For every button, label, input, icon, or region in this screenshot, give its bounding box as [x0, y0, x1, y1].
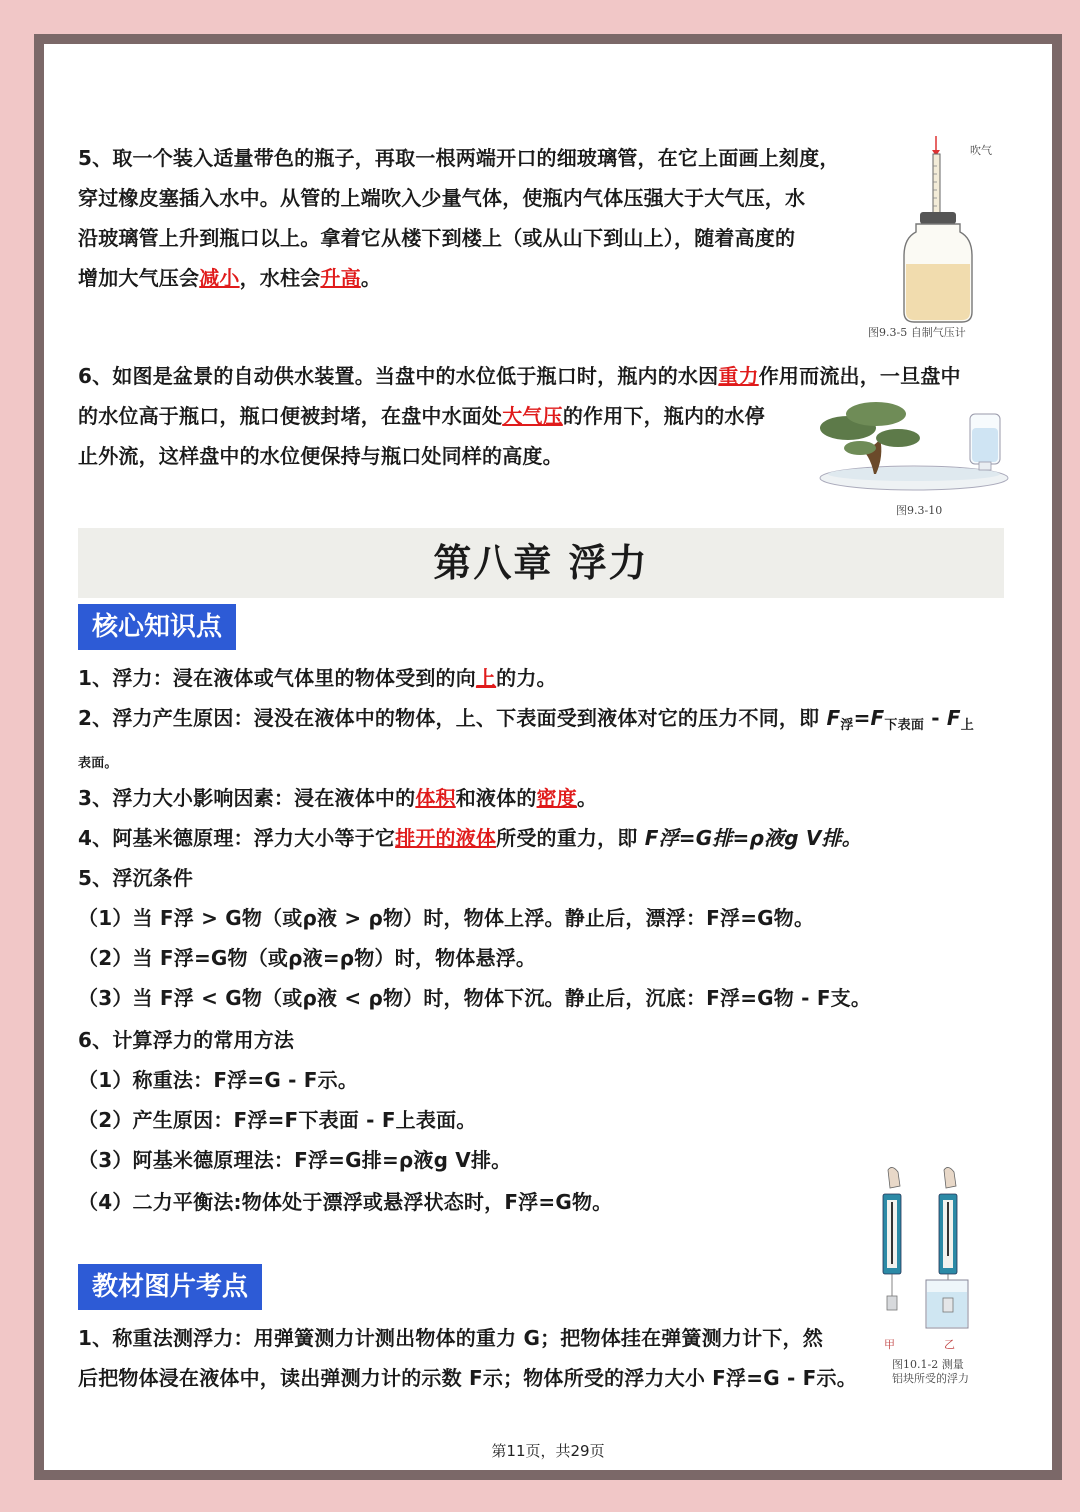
q5-text: 增加大气压会 [78, 266, 200, 290]
knowledge-6-3: （3）阿基米德原理法：F浮=G排=ρ液g V排。 [78, 1148, 512, 1172]
fig3-label-a: 甲 [884, 1338, 895, 1351]
barometer-figure [894, 132, 1004, 332]
k3-answer-1: 体积 [415, 786, 456, 810]
knowledge-2-tail: 表面。 [78, 756, 118, 771]
fig2-caption: 图9.3-10 [896, 504, 943, 517]
knowledge-5-2: （2）当 F浮=G物（或ρ液=ρ物）时，物体悬浮。 [78, 946, 537, 970]
knowledge-3 [78, 778, 597, 818]
k1-text: 的力。 [496, 666, 557, 690]
textbook-1-line-1: 1、称重法测浮力：用弹簧测力计测出物体的重力 G；把物体挂在弹簧测力计下，然 [78, 1326, 823, 1350]
knowledge-4 [78, 818, 862, 858]
k2-sub: 上 [960, 718, 974, 733]
document-page [44, 44, 1052, 1470]
bonsai-figure [814, 394, 1014, 502]
knowledge-6-4: （4）二力平衡法:物体处于漂浮或悬浮状态时，F浮=G物。 [78, 1190, 613, 1214]
k4-formula: F浮=G排=ρ液g V排。 [644, 826, 862, 850]
q6-text: 作用而流出，一旦盘中 [758, 364, 961, 388]
section-tag-core: 核心知识点 [78, 604, 236, 650]
k3-text: 。 [576, 786, 598, 810]
knowledge-5-1: （1）当 F浮 > G物（或ρ液 > ρ物）时，物体上浮。静止后，漂浮：F浮=G物。 [78, 906, 815, 930]
spring-scale-figure [870, 1164, 980, 1344]
q5-text: ，水柱会 [239, 266, 321, 290]
k2-symbol: = [853, 706, 871, 730]
chapter-title: 第八章 浮力 [78, 528, 1004, 598]
q6-line-1 [78, 356, 961, 396]
k3-text: 3、浮力大小影响因素：浸在液体中的 [78, 786, 416, 810]
knowledge-1 [78, 658, 557, 698]
q6-answer-1: 重力 [718, 364, 759, 388]
k2-sub: 浮 [840, 718, 854, 733]
knowledge-2 [78, 698, 974, 742]
page-number: 第11页，共29页 [491, 1442, 605, 1460]
k2-symbol: F [870, 706, 885, 730]
q6-text: 6、如图是盆景的自动供水装置。当盘中的水位低于瓶口时，瓶内的水因 [78, 364, 719, 388]
fig3-caption-2: 铝块所受的浮力 [892, 1372, 969, 1385]
q5-line-4 [78, 258, 381, 298]
q6-text: 的水位高于瓶口，瓶口便被封堵，在盘中水面处 [78, 404, 503, 428]
knowledge-6-2: （2）产生原因：F浮=F下表面 - F上表面。 [78, 1108, 477, 1132]
knowledge-5-3: （3）当 F浮 < G物（或ρ液 < ρ物）时，物体下沉。静止后，沉底：F浮=G物 - F支。 [78, 986, 872, 1010]
k3-answer-2: 密度 [536, 786, 577, 810]
k1-text: 1、浮力：浸在液体或气体里的物体受到的向 [78, 666, 476, 690]
knowledge-5: 5、浮沉条件 [78, 866, 194, 890]
k4-text: 4、阿基米德原理：浮力大小等于它 [78, 826, 396, 850]
q5-answer-2: 升高 [320, 266, 361, 290]
q5-line-3: 沿玻璃管上升到瓶口以上。拿着它从楼下到楼上（或从山下到山上），随着高度的 [78, 226, 796, 250]
k2-symbol: - [924, 706, 947, 730]
q6-line-2 [78, 396, 765, 436]
knowledge-6-1: （1）称重法：F浮=G - F示。 [78, 1068, 359, 1092]
q5-text: 。 [360, 266, 382, 290]
q5-answer-1: 减小 [199, 266, 240, 290]
fig3-caption-1: 图10.1-2 测量 [892, 1358, 964, 1371]
knowledge-6: 6、计算浮力的常用方法 [78, 1028, 295, 1052]
q5-line-1: 5、取一个装入适量带色的瓶子，再取一根两端开口的细玻璃管，在它上面画上刻度， [78, 146, 840, 170]
k2-symbol: F [826, 706, 841, 730]
k2-text: 2、浮力产生原因：浸没在液体中的物体，上、下表面受到液体对它的压力不同，即 [78, 706, 820, 730]
textbook-1-line-2: 后把物体浸在液体中，读出弹测力计的示数 F示；物体所受的浮力大小 F浮=G - F示。 [78, 1366, 857, 1390]
q5-line-2: 穿过橡皮塞插入水中。从管的上端吹入少量气体，使瓶内气体压强大于大气压，水 [78, 186, 806, 210]
section-tag-textbook: 教材图片考点 [78, 1264, 262, 1310]
k3-text: 和液体的 [455, 786, 537, 810]
q6-text: 的作用下，瓶内的水停 [562, 404, 765, 428]
k2-symbol: F [946, 706, 961, 730]
fig1-caption: 图9.3-5 自制气压计 [868, 326, 966, 339]
q6-line-3: 止外流，这样盘中的水位便保持与瓶口处同样的高度。 [78, 444, 563, 468]
k4-text: 所受的重力，即 [496, 826, 645, 850]
fig3-label-b: 乙 [944, 1338, 955, 1351]
k4-answer: 排开的液体 [395, 826, 497, 850]
q6-answer-2: 大气压 [502, 404, 563, 428]
k2-sub: 下表面 [884, 718, 925, 733]
k1-answer: 上 [475, 666, 497, 690]
fig1-label: 吹气 [970, 144, 992, 157]
